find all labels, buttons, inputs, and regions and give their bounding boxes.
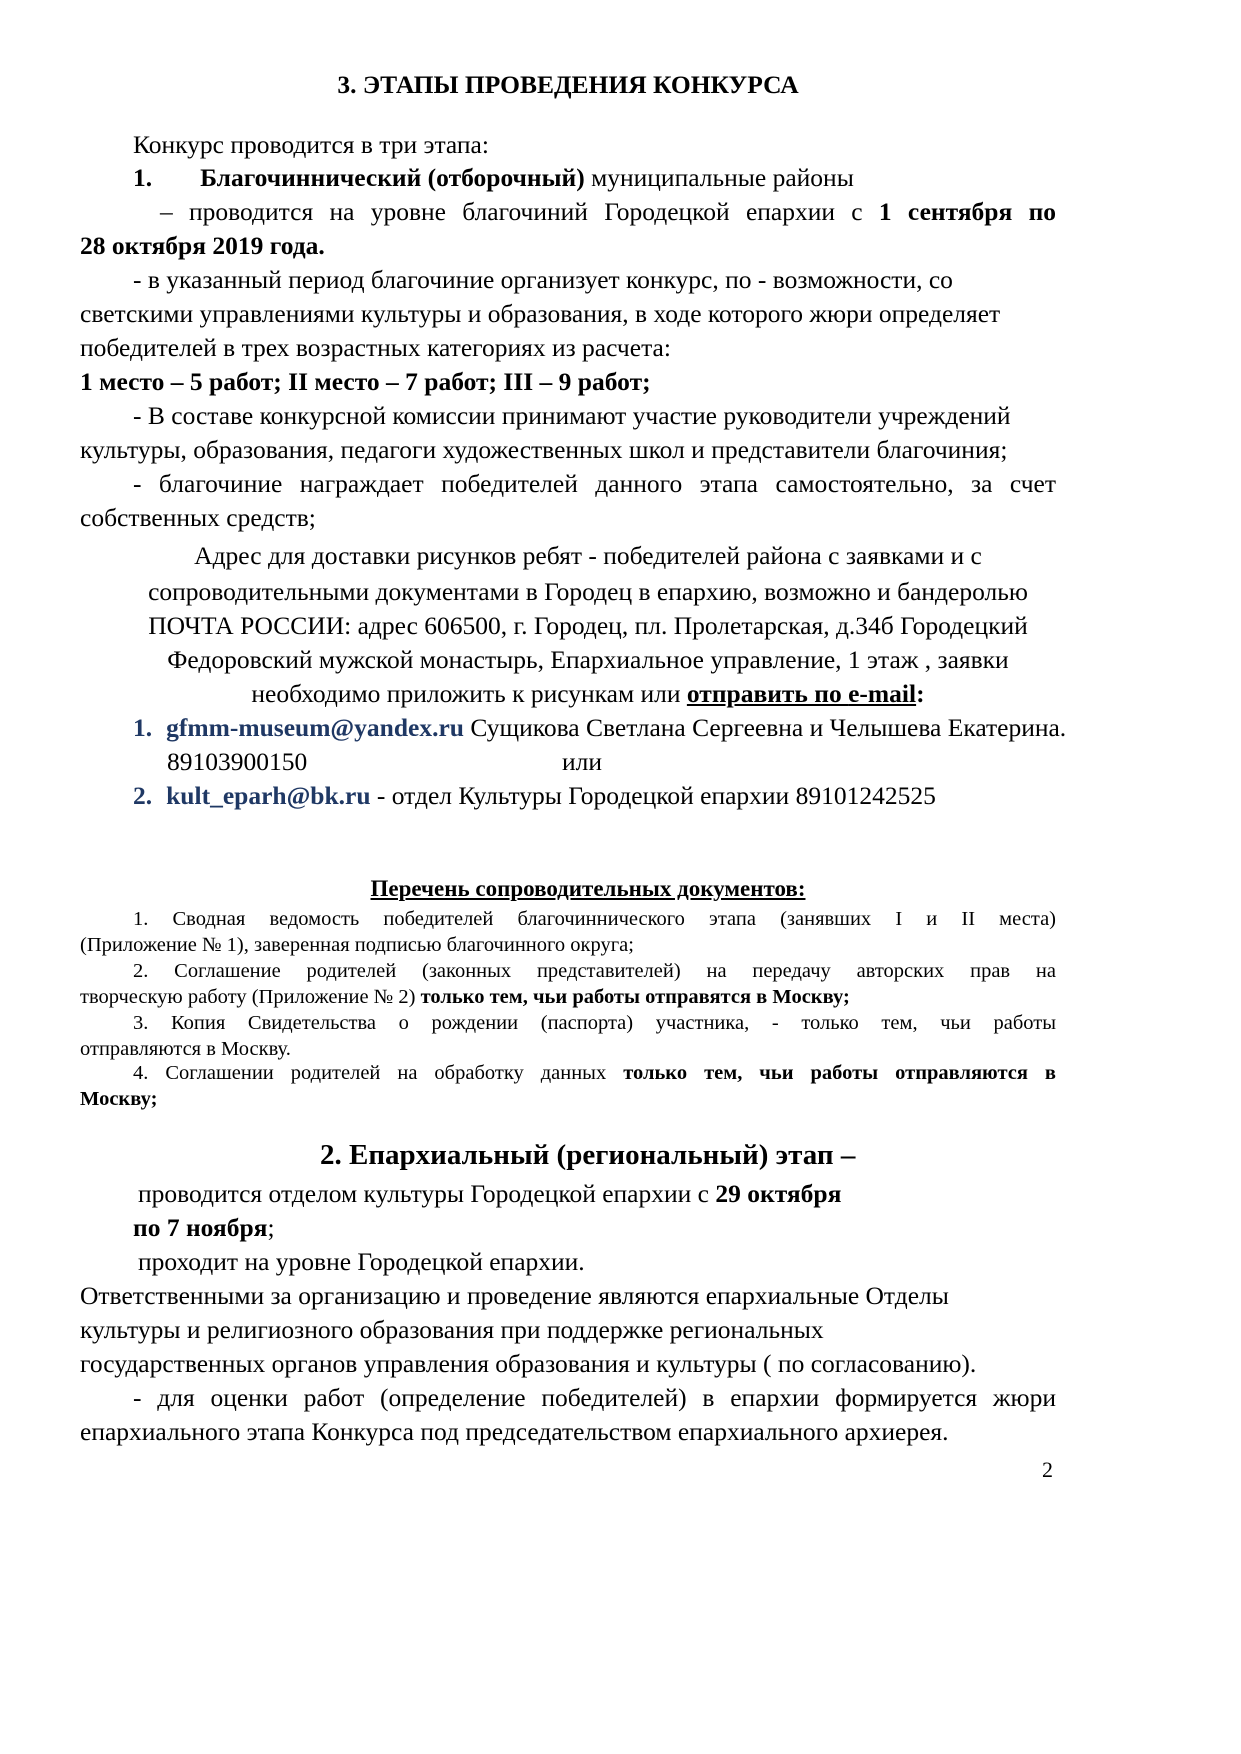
contact-email-1[interactable]: gfmm-museum@yandex.ru xyxy=(166,713,464,742)
address-line5 xyxy=(40,676,1136,712)
stage1-number: 1. xyxy=(133,163,153,192)
para1-line3: победителей в трех возрастных категориях из расчета: xyxy=(80,333,671,362)
doc-item-1-line1: 1. Сводная ведомость победителей благочиннического этапа (занявших I и II места) xyxy=(133,908,1056,930)
doc-item-4-text: 4. Соглашении родителей на обработку данных xyxy=(133,1062,624,1084)
doc-item-4-bold: только тем, чьи работы отправляются в xyxy=(623,1062,1057,1084)
contact-item-1 xyxy=(133,710,1066,746)
page-number: 2 xyxy=(1042,1457,1053,1482)
stage2-end-date: по 7 ноября xyxy=(133,1213,268,1242)
stage2-line2 xyxy=(133,1210,275,1246)
doc-item-4-line2: Москву; xyxy=(80,1088,158,1110)
stage1-dates-line1 xyxy=(80,194,1056,230)
doc-item-4-line1 xyxy=(133,1060,1056,1086)
section-title: 3. ЭТАПЫ ПРОВЕДЕНИЯ КОНКУРСА xyxy=(337,70,799,99)
stage2-start-date: 29 октября xyxy=(715,1179,842,1208)
docs-title: Перечень сопроводительных документов: xyxy=(370,876,806,901)
intro-text: Конкурс проводится в три этапа: xyxy=(133,130,489,159)
doc-item-3-line2: отправляются в Москву. xyxy=(80,1038,291,1060)
address-last-text: необходимо приложить к рисункам или xyxy=(251,679,687,708)
email-word: e-mail xyxy=(848,679,917,708)
doc-item-2-bold: только тем, чьи работы отправятся в Москву; xyxy=(420,986,850,1008)
jury-line1: - для оценки работ (определение победителей) в епархии формируется жюри xyxy=(133,1383,1056,1412)
address-line4: Федоровский мужской монастырь, Епархиальное управление, 1 этаж , заявки xyxy=(167,645,1009,674)
places-distribution: 1 место – 5 работ; II место – 7 работ; III – 9 работ; xyxy=(80,367,651,396)
stage1-dates-line2: 28 октября 2019 года. xyxy=(80,231,325,260)
stage1-name: Благочиннический (отборочный) xyxy=(200,163,585,192)
contact-or: или xyxy=(562,747,603,776)
stage2-semicolon: ; xyxy=(267,1213,275,1242)
address-colon: : xyxy=(916,679,925,708)
stage2-line1-text: проводится отделом культуры Городецкой епархии с xyxy=(138,1179,716,1208)
stage1-heading xyxy=(133,160,854,196)
para3-line1: - благочиние награждает победителей данного этапа самостоятельно, за счет xyxy=(133,469,1056,498)
para2-line2: культуры, образования, педагоги художественных школ и представители благочиния; xyxy=(80,435,1008,464)
para1-line2: светскими управлениями культуры и образования, в ходе которого жюри определяет xyxy=(80,299,1001,328)
doc-item-2-text: творческую работу (Приложение № 2) xyxy=(80,986,421,1008)
doc-item-3-line1: 3. Копия Свидетельства о рождении (паспорта) участника, - только тем, чьи работы xyxy=(133,1012,1056,1034)
para3-line2: собственных средств; xyxy=(80,503,316,532)
stage1-dates-start: 1 сентября по xyxy=(878,197,1057,226)
stage2-line3: проходит на уровне Городецкой епархии. xyxy=(138,1247,585,1276)
address-line2: сопроводительными документами в Городец в епархию, возможно и бандеролью xyxy=(148,577,1028,606)
para2-line1: - В составе конкурсной комиссии принимают участие руководители учреждений xyxy=(133,401,1011,430)
doc-item-1-line2: (Приложение № 1), заверенная подписью благочинного округа; xyxy=(80,934,634,956)
stage1-dates-text: – проводится на уровне благочиний Городецкой епархии с xyxy=(160,197,879,226)
doc-item-2-line1: 2. Соглашение родителей (законных представителей) на передачу авторских прав на xyxy=(133,960,1056,982)
jury-line2: епархиального этапа Конкурса под председательством епархиального архиерея. xyxy=(80,1417,949,1446)
stage2-para-line1: Ответственными за организацию и проведение являются епархиальные Отделы xyxy=(80,1281,949,1310)
stage2-title: 2. Епархиальный (региональный) этап – xyxy=(320,1139,856,1171)
contact-text-1: Сущикова Светлана Сергеевна и Челышева Екатерина. xyxy=(463,713,1067,742)
contact-item-2 xyxy=(133,778,936,814)
address-line3: ПОЧТА РОССИИ: адрес 606500, г. Городец, пл. Пролетарская, д.34б Городецкий xyxy=(148,611,1028,640)
stage1-rest: муниципальные районы xyxy=(584,163,854,192)
address-line1: Адрес для доставки рисунков ребят - победителей района с заявками и с xyxy=(194,541,982,570)
stage2-para-line2: культуры и религиозного образования при поддержке региональных xyxy=(80,1315,824,1344)
send-by-email-link: отправить по xyxy=(686,679,849,708)
stage2-line1 xyxy=(138,1176,841,1212)
contact-email-2[interactable]: kult_eparh@bk.ru xyxy=(166,781,371,810)
contact-number-1: 1. xyxy=(133,713,153,742)
stage2-para-line3: государственных органов управления образования и культуры ( по согласованию). xyxy=(80,1349,977,1378)
contact-number-2: 2. xyxy=(133,781,153,810)
doc-item-2-line2 xyxy=(80,984,850,1010)
contact-text-2: - отдел Культуры Городецкой епархии 89101242525 xyxy=(370,781,936,810)
para1-line1: - в указанный период благочиние организует конкурс, по - возможности, со xyxy=(133,265,953,294)
contact-phone-1: 89103900150 xyxy=(167,747,308,776)
